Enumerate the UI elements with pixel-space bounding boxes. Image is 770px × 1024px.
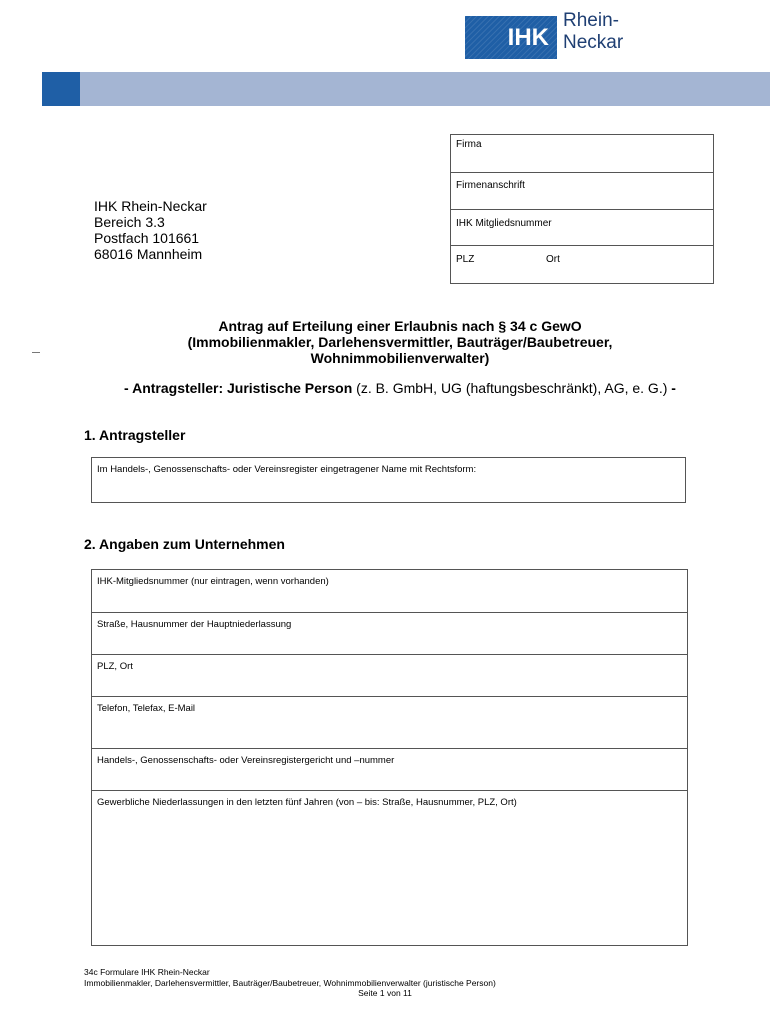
firmenanschrift-field[interactable] (451, 173, 713, 210)
plz-ort-field[interactable] (451, 246, 713, 284)
address-line: 68016 Mannheim (94, 246, 203, 262)
field-label: PLZ, Ort (97, 661, 133, 672)
plz-ort-input-field[interactable] (92, 655, 687, 697)
logo-ihk-mark: IHK (465, 16, 557, 59)
field-label: IHK-Mitgliedsnummer (nur eintragen, wenn vorhanden) (97, 576, 329, 587)
registered-name-label: Im Handels-, Genossenschafts- oder Vereinsregister eingetragener Name mit Rechtsform: (97, 464, 477, 475)
company-info-box (450, 134, 714, 284)
firma-label: Firma (456, 139, 482, 150)
ihk-logo (465, 9, 675, 59)
applicant-type-bold: - Antragsteller: Juristische Person (124, 380, 353, 396)
applicant-type-examples: (z. B. GmbH, UG (haftungsbeschränkt), AG, e. G.) (352, 380, 672, 396)
mitgliedsnummer-field[interactable] (451, 210, 713, 246)
page-footer (84, 967, 496, 988)
field-label: Gewerbliche Niederlassungen in den letzten fünf Jahren (von – bis: Straße, Hausnummer, PLZ, Ort) (97, 797, 517, 808)
field-label: Straße, Hausnummer der Hauptniederlassung (97, 619, 292, 630)
plz-label: PLZ (456, 254, 475, 265)
title-line: Wohnimmobilienverwalter) (310, 350, 490, 366)
page-number: Seite 1 von 11 (358, 988, 412, 998)
title-line: Antrag auf Erteilung einer Erlaubnis nach § 34 c GewO (218, 318, 582, 334)
address-line: Postfach 101661 (94, 230, 200, 246)
address-line: IHK Rhein-Neckar (94, 198, 207, 214)
register-court-input-field[interactable] (92, 749, 687, 791)
form-title (60, 318, 740, 366)
address-line: Bereich 3.3 (94, 214, 165, 230)
firmenanschrift-label: Firmenanschrift (456, 180, 525, 191)
header-band-accent (42, 72, 80, 106)
logo-name: Rhein-Neckar (563, 9, 624, 53)
field-label: Telefon, Telefax, E-Mail (97, 703, 196, 714)
header-band (80, 72, 770, 106)
applicant-type-end: - (671, 380, 676, 396)
footer-line: 34c Formulare IHK Rhein-Neckar (84, 967, 210, 977)
section-1-heading: 1. Antragsteller (84, 427, 186, 443)
ort-label: Ort (546, 254, 560, 265)
branches-input-field[interactable] (92, 791, 687, 946)
company-details-table (91, 569, 688, 946)
registered-name-field[interactable] (91, 457, 686, 503)
street-input-field[interactable] (92, 613, 687, 655)
firma-field[interactable] (451, 135, 713, 173)
section-2-heading: 2. Angaben zum Unternehmen (84, 536, 285, 552)
mitgliedsnummer-input-field[interactable] (92, 570, 687, 613)
recipient-address (94, 198, 207, 262)
title-line: (Immobilienmakler, Darlehensvermittler, Bauträger/Baubetreuer, (187, 334, 613, 350)
field-label: Handels-, Genossenschafts- oder Vereinsregistergericht und –nummer (97, 755, 395, 766)
contact-input-field[interactable] (92, 697, 687, 749)
mitgliedsnummer-label: IHK Mitgliedsnummer (456, 218, 552, 229)
fold-mark (32, 352, 40, 353)
applicant-type (60, 380, 740, 396)
footer-line: Immobilienmakler, Darlehensvermittler, Bauträger/Baubetreuer, Wohnimmobilienverwalter (juristische Person) (84, 977, 496, 988)
